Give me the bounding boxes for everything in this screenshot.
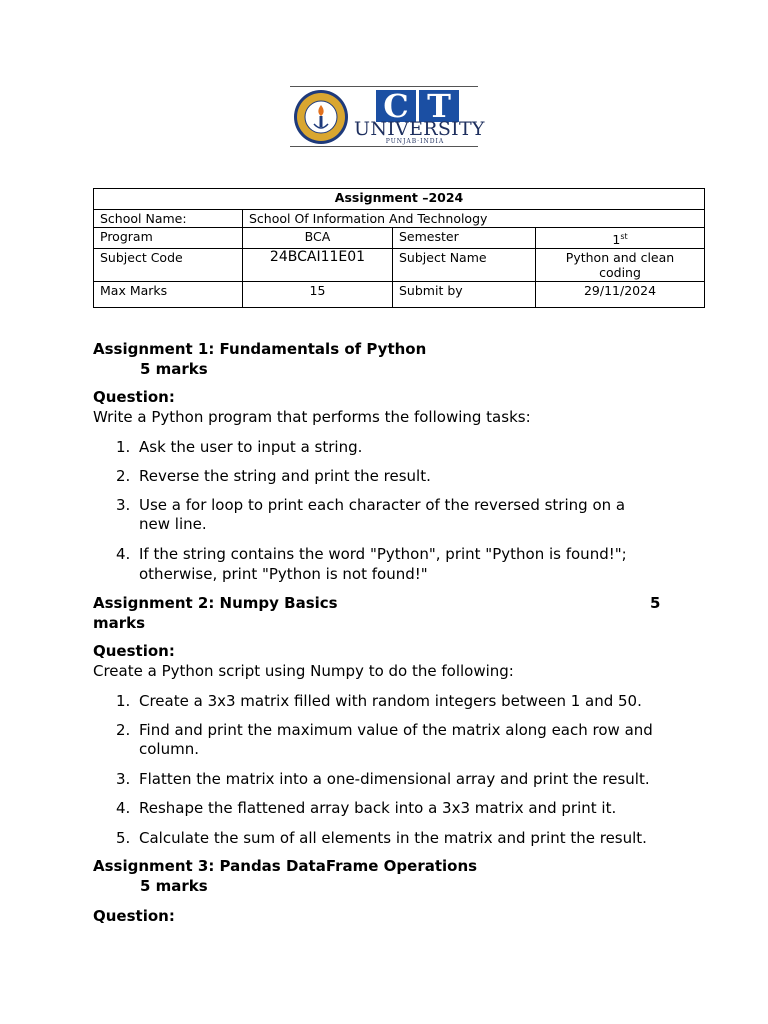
list-item-number: 4. — [116, 545, 131, 563]
list-item-number: 5. — [116, 829, 131, 847]
assignment1-question-label: Question: — [93, 388, 175, 406]
list-item: If the string contains the word "Python", print "Python is found!"; — [139, 545, 627, 563]
list-item: Flatten the matrix into a one-dimensional array and print the result. — [139, 770, 650, 788]
logo-letter-c: C — [376, 90, 416, 122]
assignment3-question-label: Question: — [93, 907, 175, 925]
subject-name-line: Python and clean — [565, 250, 675, 266]
semester-value: 1 — [612, 232, 621, 248]
submit-by-label: Submit by — [393, 282, 536, 308]
subject-name-line: coding — [599, 265, 641, 281]
university-logo — [290, 86, 485, 148]
logo-letter-t: T — [419, 90, 459, 122]
subject-code-value: 24BCAI11E01 — [243, 249, 393, 282]
assignment2-title: Assignment 2: Numpy Basics — [93, 594, 338, 612]
assignment1-intro: Write a Python program that performs the following tasks: — [93, 408, 531, 426]
logo-wordmark: UNIVERSITY — [354, 118, 485, 140]
list-item-number: 2. — [116, 467, 131, 485]
list-item-number: 2. — [116, 721, 131, 739]
table-title: Assignment –2024 — [94, 189, 705, 210]
list-item-number: 3. — [116, 496, 131, 514]
table-row — [94, 189, 705, 210]
school-label: School Name: — [94, 210, 243, 228]
max-marks-value: 15 — [243, 282, 393, 308]
list-item: Find and print the maximum value of the matrix along each row and — [139, 721, 653, 739]
semester-label: Semester — [393, 228, 536, 249]
assignment2-marks-number: 5 — [650, 594, 661, 612]
list-item: Calculate the sum of all elements in the matrix and print the result. — [139, 829, 647, 847]
semester-cell — [536, 228, 705, 249]
list-item-number: 1. — [116, 692, 131, 710]
assignment1-title: Assignment 1: Fundamentals of Python — [93, 340, 427, 358]
list-item-number: 3. — [116, 770, 131, 788]
table-row — [94, 210, 705, 228]
list-item: Create a 3x3 matrix filled with random integers between 1 and 50. — [139, 692, 642, 710]
program-label: Program — [94, 228, 243, 249]
list-item: Ask the user to input a string. — [139, 438, 363, 456]
list-item-number: 1. — [116, 438, 131, 456]
assignment1-marks: 5 marks — [140, 360, 208, 378]
list-item-continuation: column. — [139, 740, 199, 758]
subject-name-cell — [536, 249, 705, 282]
program-value: BCA — [243, 228, 393, 249]
assignment2-question-label: Question: — [93, 642, 175, 660]
table-row — [94, 228, 705, 249]
list-item-continuation: new line. — [139, 515, 207, 533]
assignment2-marks-word: marks — [93, 614, 146, 632]
assignment-info-table — [93, 188, 705, 308]
list-item-continuation: otherwise, print "Python is not found!" — [139, 565, 428, 583]
assignment2-intro: Create a Python script using Numpy to do the following: — [93, 662, 514, 680]
list-item-number: 4. — [116, 799, 131, 817]
subject-code-label: Subject Code — [94, 249, 243, 282]
table-row — [94, 282, 705, 308]
table-row — [94, 249, 705, 282]
university-seal-icon — [290, 88, 352, 146]
assignment3-marks: 5 marks — [140, 877, 208, 895]
list-item: Use a for loop to print each character of the reversed string on a — [139, 496, 626, 514]
assignment3-title: Assignment 3: Pandas DataFrame Operations — [93, 857, 478, 875]
list-item: Reshape the flattened array back into a 3x3 matrix and print it. — [139, 799, 617, 817]
max-marks-label: Max Marks — [94, 282, 243, 308]
submit-by-value: 29/11/2024 — [536, 282, 705, 308]
logo-bottom-rule — [290, 146, 478, 147]
logo-wordmark-sub: PUNJAB·INDIA — [385, 138, 445, 145]
semester-ordinal: st — [620, 232, 628, 241]
subject-name-label: Subject Name — [393, 249, 536, 282]
list-item: Reverse the string and print the result. — [139, 467, 431, 485]
school-value: School Of Information And Technology — [243, 210, 705, 228]
